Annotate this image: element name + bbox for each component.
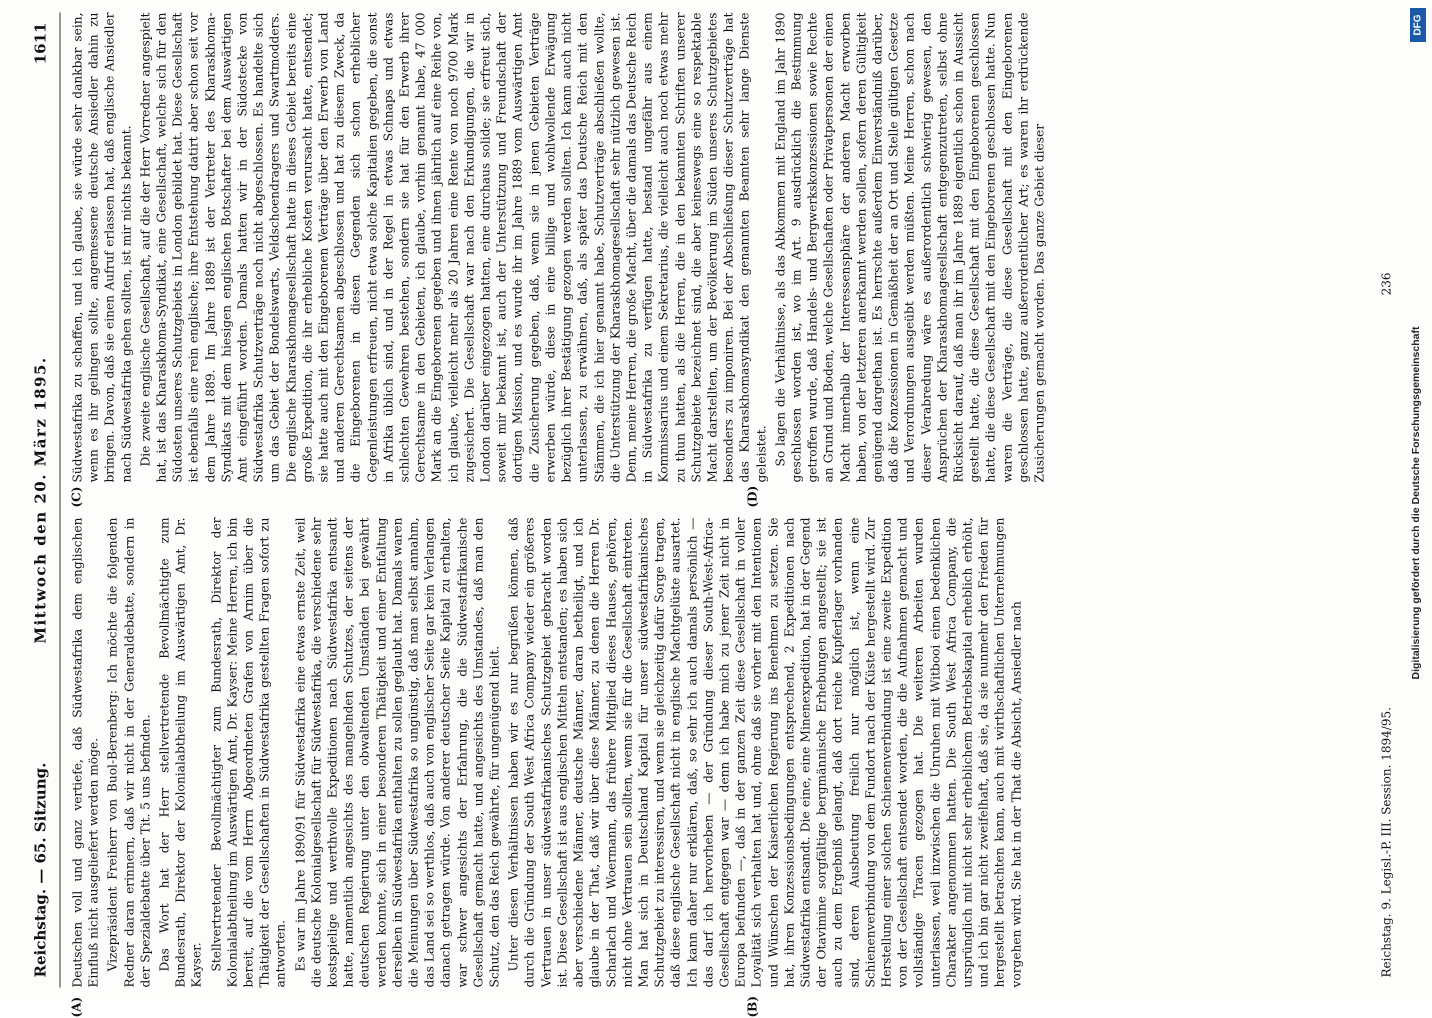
right-column [70, 13, 1370, 483]
paragraph: Stellvertretender Bevollmächtigter zum Bundesrath, Direktor der Kolonialabtheilung im Auswärtigen Amt, Dr. Kayser: Meine Herren, ich bin bereit, auf die vom Herrn Abgeordneten Grafen von Arnim über die Thätigkeit der Gesellschaften in Südwestafrika gestellten Fragen sofort zu antworten. [209, 517, 288, 988]
credit-text: Digitalisierung gefördert durch die Deutsche Forschungsgemeinschaft [1410, 326, 1422, 680]
margin-marker-d: (D) [745, 485, 760, 508]
paragraph: Unter diesen Verhältnissen haben wir es nur begrüßen können, daß durch die Gründung der South West Africa Company wieder ein größeres Vertrauen in unser südwestafrikanisches Schutzgebiet gebracht worden ist. Diese Gesellschaft ist aus englischen Mitteln entstanden; es haben sich aber verschiedene Männer, deutsche Männer, daran betheiligt, und ich glaube in der That, daß wir über diese Männer, zu denen die Herren Dr. Scharlach und Woermann, das frühere Mitglied dieses Hauses, gehören, nicht ohne Vertrauen sein sollten, wenn sie für die Gesellschaft eintreten. Man hat sich in Deutschland Kapital für unser südwestafrikanisches Schutzgebiet zu interessiren, und wenn sie gleichzeitig dafür Sorge tragen, daß diese englische Gesellschaft nicht in englische Machtgelüste ausartet. Ich kann daher nur erklären, daß, so sehr ich auch damals persönlich — das darf ich hervorheben — der Gründung dieser South-West-Africa-Gesellschaft entgegen war — denn ich habe mich zu jener Zeit nicht in Europa befunden —, daß in der ganzen Zeit diese Gesellschaft in voller Loyalität sich verhalten hat und, ohne daß sie vorher mit den Intentionen und Wünschen der Kaiserlichen Regierung ins Benehmen zu setzen. Sie hat, ihren Konzessionsbedingungen entsprechend, 2 Expeditionen nach Südwestafrika entsandt. Die eine, eine Minenexpedition, hat in der Gegend der Otavimine sorgfältige bergmännische Erhebungen angestellt; sie ist auch zu dem Ergebniß gelangt, daß dort reiche Kupferlager vorhanden sind, deren Ausbeutung freilich nur möglich ist, wenn eine Schienenverbindung von dem Fundort nach der Küste hergestellt wird. Zur Herstellung einer solchen Schienenverbindung ist eine zweite Expedition von der Gesellschaft entsendet worden, die die Aufnahmen gemacht und vollständige Tracen gezogen hat. Die weiteren Arbeiten wurden unterlassen, weil inzwischen die Unruhen mit Witbooi einen bedenklichen Charakter angenommen hatten. Die South West Africa Company, die ursprünglich mit nicht sehr erheblichem Betriebskapital erheblich erhöht, und ich bin gar nicht zweifelhaft, daß sie, da sie nunmehr den Frieden für hergestellt betrachten kann, auch mit wirthschaftlichen Unternehmungen vorgehen wird. Sie hat in der That die Absicht, Ansiedler nach [506, 517, 1024, 988]
footer-sheet-number: 236 [1379, 272, 1394, 296]
dfg-logo-text: DFG [1412, 14, 1424, 36]
paragraph: Südwestafrika zu schaffen, und ich glaube, sie würde sehr dankbar sein, wenn es ihr gelingen sollte, angemessene deutsche Ansiedler dahin zu bringen. Davon, daß sie einen Aufruf erlassen hat, daß englische Ansiedler nach Südwestafrika gehen sollten, ist mir nichts bekannt. [70, 12, 134, 483]
rotated-page-content [26, 12, 1406, 1018]
margin-marker-c: (C) [69, 486, 84, 508]
digitization-credit [1405, 8, 1427, 998]
header-date: Mittwoch den 20. März 1895. [31, 356, 50, 644]
paragraph: So lagen die Verhältnisse, als das Abkommen mit England im Jahr 1890 geschlossen worden ist, wo im Art. 9 ausdrücklich die Bestimmung getroffen wurde, daß Handels- und Bergwerkskonzessionen sowie Rechte an Grund und Boden, welche Gesellschaften oder Privatpersonen der einen Macht innerhalb der Interessensphäre der anderen Macht erworben haben, von der letzteren anerkannt werden sollen, sofern deren Gültigkeit genügend dargethan ist. Es herrschte außerdem Einverständniß darüber, daß die Konzessionen in Gemäßheit der an Ort und Stelle gültigen Gesetze und Verordnungen ausgeübt werden müßten. Meine Herren, schon nach dieser Verabredung wäre es außerordentlich schwierig gewesen, den Ansprüchen der Kharaskhomagesellschaft entgegenzutreten, selbst ohne Rücksicht darauf, daß man ihr im Jahre 1889 eigentlich schon in Aussicht gestellt hatte, die diese Gesellschaft mit den Eingeborenen geschlossen hatte, die diese Gesellschaft mit den Eingeborenen geschlossen hatte. Nun waren die Verträge, die diese Gesellschaft mit den Eingeborenen geschlossen hatte, ganz außerordentlicher Art; es waren ihr erdrückende Zusicherungen gemacht worden. Das ganze Gebiet dieser [773, 12, 1047, 483]
header-page-number: 1611 [31, 22, 50, 65]
header-rule [60, 13, 61, 988]
margin-marker-a: (A) [69, 996, 84, 1018]
header-session: Reichstag. — 65. Sitzung. [31, 762, 50, 978]
margin-marker-b: (B) [745, 996, 760, 1018]
paragraph: Vizepräsident Freiherr von Buol-Berenberg: Ich möchte die folgenden Redner daran erinnern, daß wir nicht in der Generaldebatte, sondern in der Spezialdebatte über Tit. 5 uns befinden. [105, 517, 153, 988]
paragraph: Das Wort hat der Herr stellvertretende Bevollmächtigte zum Bundesrath, Direktor der Kolonialabtheilung im Auswärtigen Amt, Dr. Kayser. [157, 517, 204, 988]
page-header [26, 13, 60, 988]
page-footer [1376, 13, 1402, 988]
left-column [70, 518, 1370, 988]
paragraph: Deutschen voll und ganz vertiefe, daß Südwestafrika dem englischen Einfluß nicht ausgeliefert werden möge. [70, 517, 101, 988]
paragraph: Die zweite englische Gesellschaft, auf die der Herr Vorredner angespielt hat, ist das Kharaskhoma-Syndikat, eine Gesellschaft, welche sich für den Südosten unseres Schutzgebiets in London gebildet hat. Diese Gesellschaft ist ebenfalls eine rein englische; ihre Entstehung datirt aber schon seit vor dem Jahre 1889. Im Jahre 1889 ist der Vertreter des Kharaskhoma-Syndikats mit dem hiesigen englischen Botschafter bei dem Auswärtigen Amt eingeführt worden. Damals hatten wir in der Südostecke von Südwestafrika Schutzverträge noch nicht abgeschlossen. Es handelte sich um das Gebiet der Bondelswarts, Veldschoendragers und Swartmodders. Die englische Kharaskhomagesellschaft hatte in dieses Gebiet bereits eine große Expedition, die ihr erhebliche Kosten verursacht hatte, entsendet; sie hatte auch mit den Eingeborenen Verträge über den Erwerb von Land und anderen Gerechtsamen abgeschlossen und hat zu diesem Zweck, da die Eingeborenen in diesen Gegenden sich schon erheblicher Gegenleistungen erfreuen, nicht etwa solche Kapitalien gegeben, die sonst in Afrika üblich sind, und in der Regel in etwas Schnaps und etwas schlechten Gewehren bestehen, sondern sie hat für den Erwerb ihrer Gerechtsame in den Gebieten, ich glaube, vorhin genannt habe, 47 000 Mark an die Eingeborenen gegeben und ihnen jährlich auf eine Reihe von, ich glaube, vielleicht mehr als 20 Jahren eine Rente von noch 9700 Mark zugesichert. Die Gesellschaft war nach den Erkundigungen, die wir in London darüber eingezogen hatten, eine durchaus solide; sie erfreut sich, soweit mir bekannt ist, auch der Unterstützung und Freundschaft der dortigen Mission, und es wurde ihr im Jahre 1889 vom Auswärtigen Amt die Zusicherung gegeben, daß, wenn sie in jenen Gebieten Verträge erwerben würde, diese in eine billige und wohlwollende Erwägung bezüglich ihrer Bestätigung gezogen werden sollten. Ich kann auch nicht unterlassen, zu erwähnen, daß, als später das Deutsche Reich mit den Stämmen, die ich hier genannt habe, Schutzverträge abschließen wollte, die Unterstützung der Kharaskhomagesellschaft sehr nützlich gewesen ist. Denn, meine Herren, die große Macht, über die damals das Deutsche Reich in Südwestafrika zu verfügen hatte, bestand ungefähr aus einem Kommissarius und einem Sekretarius, die vielleicht auch noch etwas mehr zu thun hatten, als die Herren, die in den bekannten Schriften unserer Schutzgebiete bezeichnet sind, die aber keineswegs eine so respektable Macht darstellten, um der Bevölkerung im Süden unseres Schutzgebietes besonders zu imponiren. Bei der Abschließung dieser Schutzverträge hat das Kharaskhomasyndikat den genannten Beamten sehr lange Dienste geleistet. [138, 12, 769, 483]
paragraph: Es war im Jahre 1890/91 für Südwestafrika eine etwas ernste Zeit, weil die deutsche Kolonialgesellschaft für Südwestafrika, die verschiedene sehr kostspielige und werthvolle Expeditionen nach Südwestafrika entsandt hatte, namentlich angesichts des mangelnden Schutzes, der seitens der deutschen Regierung unter den obwaltenden Umständen bei gewährt werden konnte, sich in einer besonderen Thätigkeit und einer Entfaltung derselben in Südwestafrika enthalten zu sollen geglaubt hat. Damals waren die Meinungen über Südwestafrika so ungünstig, daß man selbst annahm, das Land sei so werthlos, daß auch von englischer Seite gar kein Verlangen danach getragen würde. Von anderer deutscher Seite Kapital zu erhalten, war schwer angesichts der Erfahrung, die die Südwestafrikanische Gesellschaft gemacht hatte, und angesichts des Umstandes, daß man den Schutz, den das Reich gewährte, für ungenügend hielt. [293, 517, 502, 988]
footer-session-info: Reichstag. 9. Legisl.-P. III. Session. 1894/95. [1379, 707, 1394, 978]
